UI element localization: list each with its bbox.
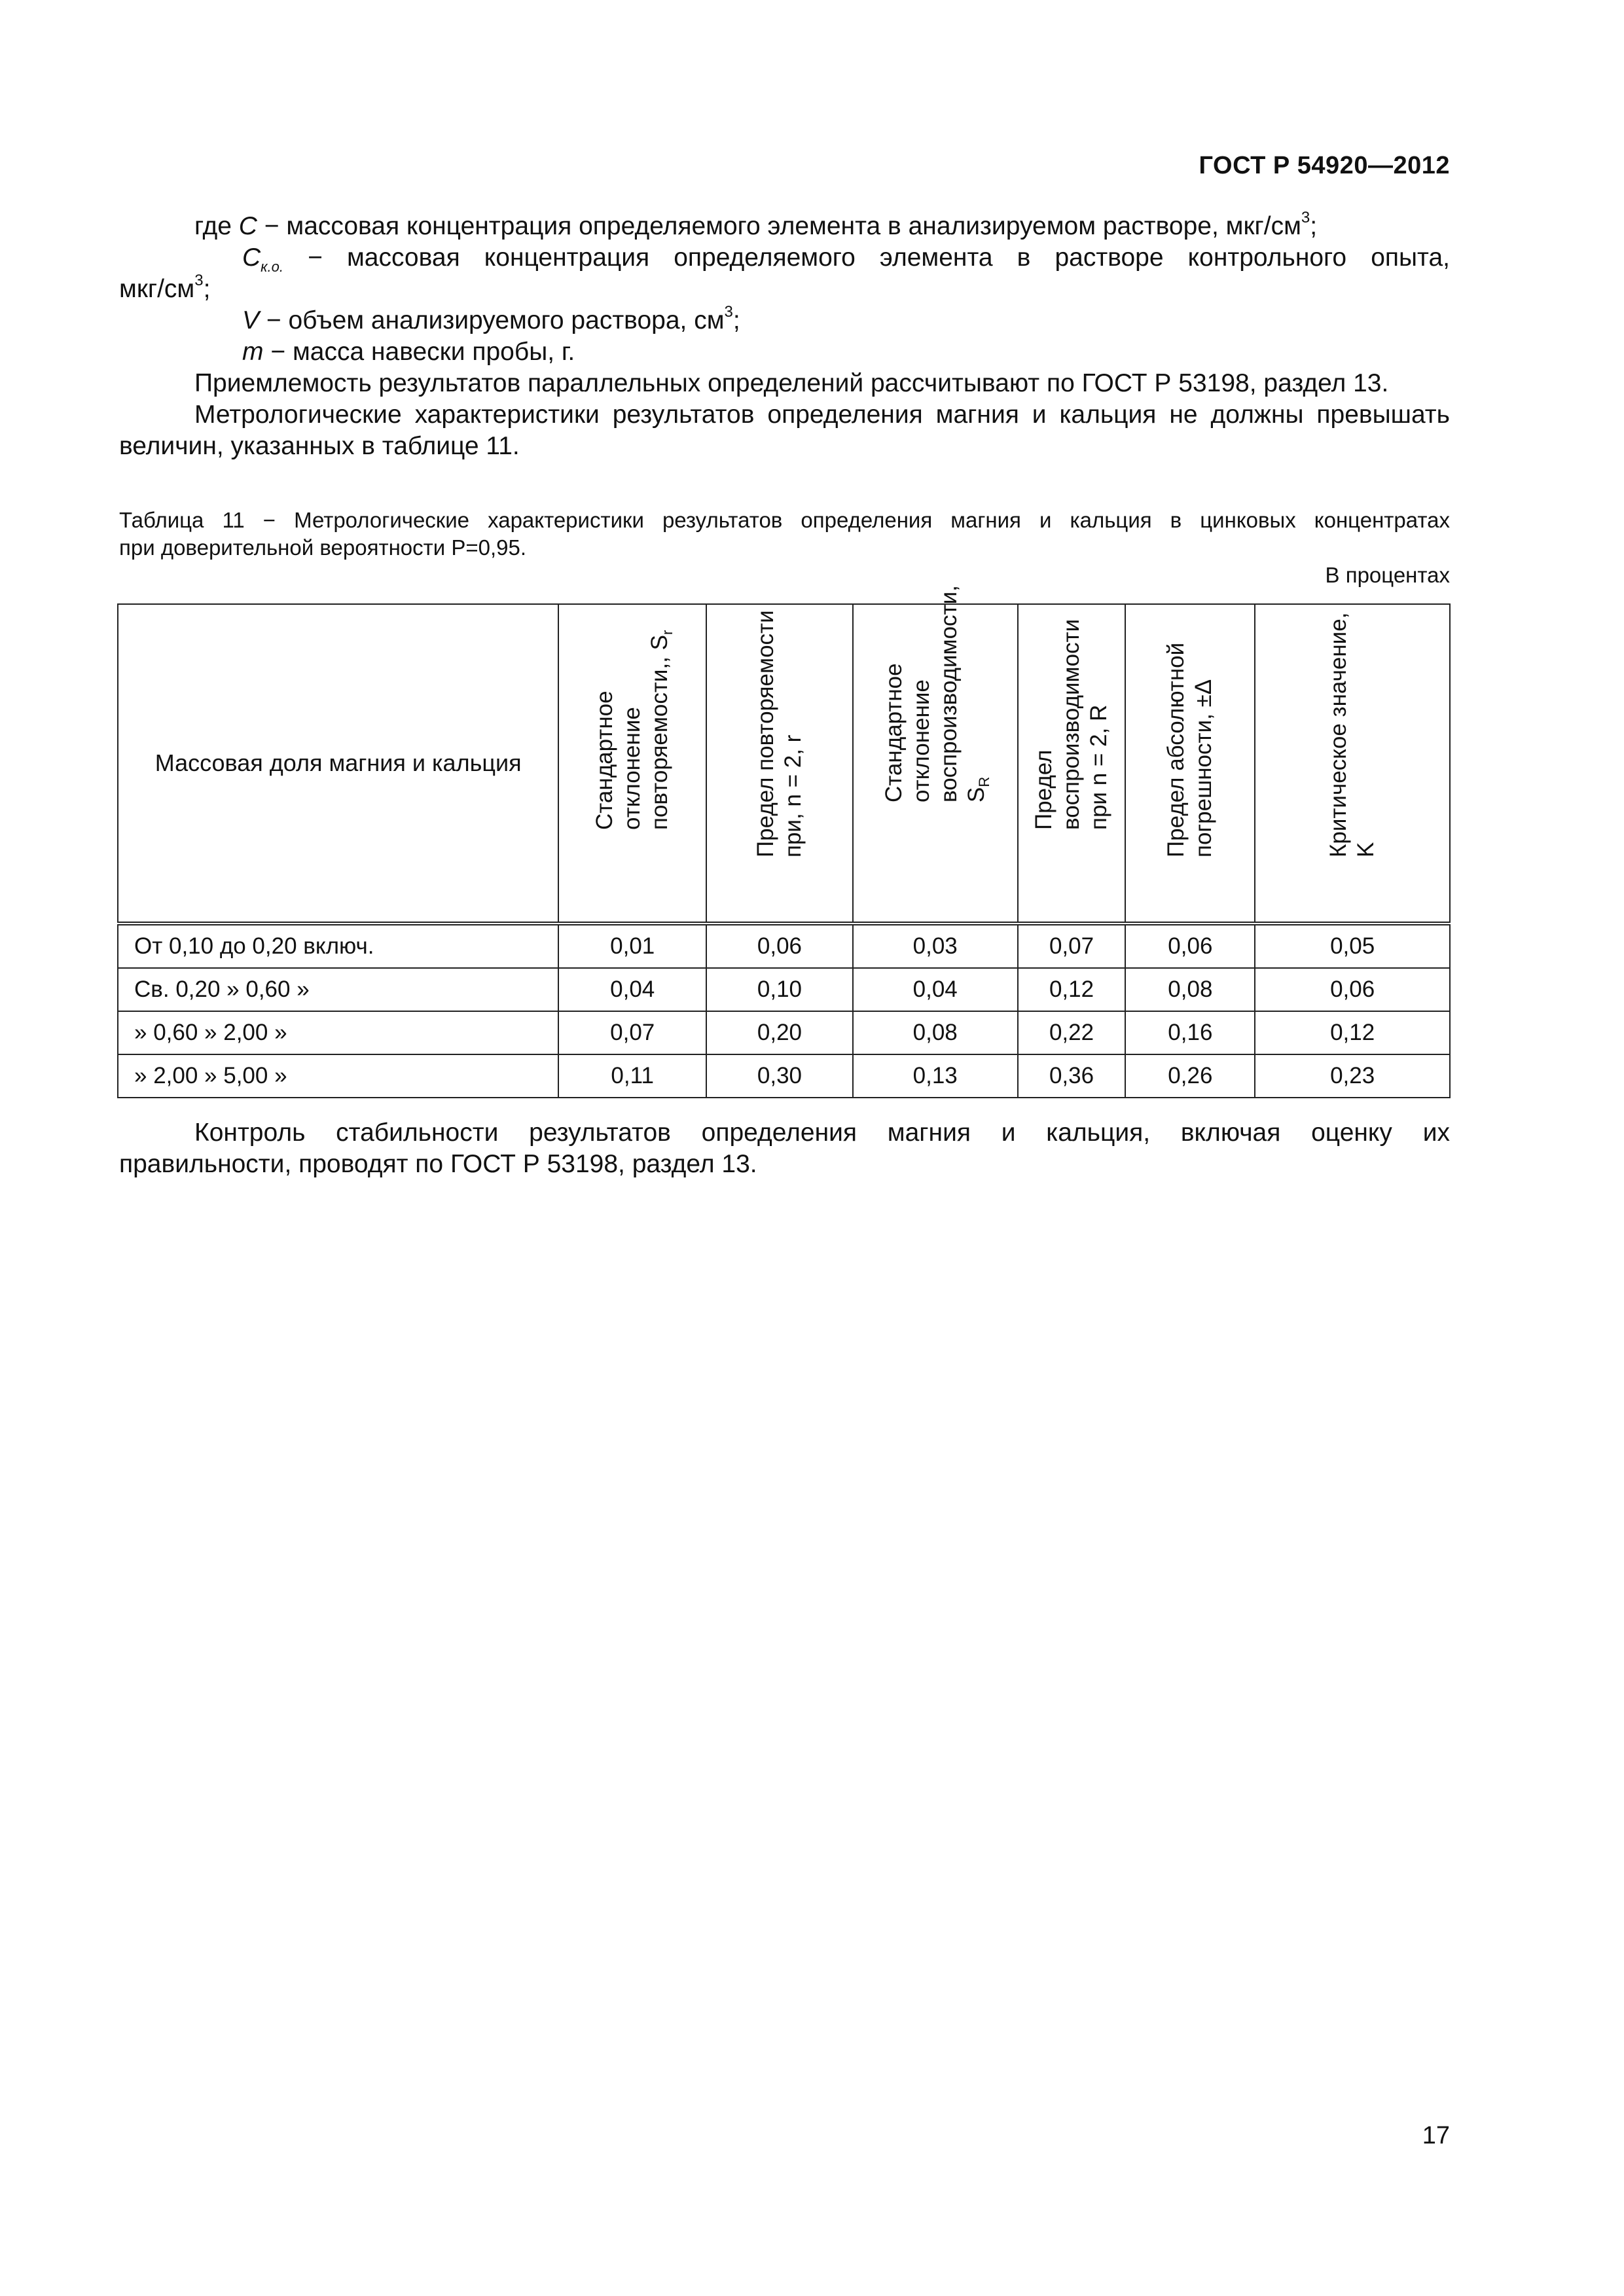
header-line: воспроизводимости xyxy=(1058,619,1085,830)
definition-cko-text: − массовая концентрация определяемого элемента в растворе контрольного опыта, xyxy=(283,243,1450,272)
table-cell: 0,10 xyxy=(706,968,853,1011)
unit-text: мкг/см xyxy=(119,275,195,303)
table-cell: 0,07 xyxy=(558,1011,706,1054)
header-subscript: R xyxy=(975,776,992,787)
table-cell: 0,12 xyxy=(1255,1011,1450,1054)
closing-line1: Контроль стабильности результатов определения магния и кальция, включая оценку их xyxy=(194,1119,1450,1147)
header-reproducibility-sd xyxy=(853,585,1018,924)
header-line: Предел xyxy=(1031,749,1057,830)
table-row xyxy=(118,1054,1450,1098)
definition-m xyxy=(119,336,1450,368)
definition-suffix: ; xyxy=(203,275,211,303)
table-cell: 0,06 xyxy=(706,924,853,968)
standard-code-header: ГОСТ Р 54920—2012 xyxy=(1199,152,1450,179)
paragraph-metrology-line1: Метрологические характеристики результатов определения магния и кальция не должны превышать xyxy=(194,401,1450,429)
definition-cko-continuation xyxy=(119,274,1450,305)
superscript: 3 xyxy=(1301,209,1310,226)
table-cell: 0,20 xyxy=(706,1011,853,1054)
table-cell: 0,04 xyxy=(853,968,1018,1011)
header-line xyxy=(963,585,990,802)
table-cell: 0,26 xyxy=(1125,1054,1255,1098)
definition-c xyxy=(119,211,1450,242)
definition-c-text: − массовая концентрация определяемого элемента в анализируемом растворе, мкг/см xyxy=(257,212,1301,240)
header-repeatability-sd xyxy=(558,604,706,924)
table-header-row xyxy=(118,604,1450,924)
units-note: В процентах xyxy=(1325,563,1450,587)
row-label: Св. 0,20 » 0,60 » xyxy=(118,968,558,1011)
header-line: K xyxy=(1353,842,1379,857)
table-cell: 0,11 xyxy=(558,1054,706,1098)
header-critical-value xyxy=(1255,604,1450,924)
header-line: Предел повторяемости xyxy=(752,610,778,857)
definition-cko xyxy=(119,242,1450,274)
table-row xyxy=(118,968,1450,1011)
definition-suffix: ; xyxy=(1310,212,1318,240)
header-line: Стандартное xyxy=(592,691,618,830)
table-cell: 0,05 xyxy=(1255,924,1450,968)
table-cell: 0,08 xyxy=(1125,968,1255,1011)
table-cell: 0,04 xyxy=(558,968,706,1011)
table-cell: 0,08 xyxy=(853,1011,1018,1054)
table-row xyxy=(118,924,1450,968)
table-caption xyxy=(119,507,1450,562)
header-vertical-text xyxy=(1163,643,1218,857)
header-line: Предел абсолютной xyxy=(1163,642,1189,857)
header-reproducibility-limit xyxy=(1018,604,1126,924)
closing-paragraph xyxy=(119,1117,1450,1180)
table-cell: 0,01 xyxy=(558,924,706,968)
header-mass-fraction: Массовая доля магния и кальция xyxy=(118,604,558,924)
table-cell: 0,36 xyxy=(1018,1054,1126,1098)
definition-m-text: − масса навески пробы, г. xyxy=(263,338,575,366)
superscript: 3 xyxy=(724,303,733,321)
header-vertical-text xyxy=(591,630,674,830)
symbol-cko: C xyxy=(242,243,261,272)
table-cell: 0,13 xyxy=(853,1054,1018,1098)
table-caption-line1: Таблица 11 − Метрологические характеристики результатов определения магния и кальция в цинковых концентратах xyxy=(119,508,1450,532)
symbol-m: m xyxy=(242,338,264,366)
table-cell: 0,22 xyxy=(1018,1011,1126,1054)
header-vertical-text xyxy=(880,585,990,802)
definition-v-text: − объем анализируемого раствора, см xyxy=(259,306,725,334)
table-cell: 0,30 xyxy=(706,1054,853,1098)
header-line: при, n = 2, r xyxy=(780,734,806,857)
page-number: 17 xyxy=(1422,2122,1450,2149)
paragraph-acceptability: Приемлемость результатов параллельных определений рассчитывают по ГОСТ Р 53198, раздел 13. xyxy=(194,369,1389,397)
symbol-c: C xyxy=(238,212,257,240)
header-line: при n = 2, R xyxy=(1086,704,1112,830)
superscript: 3 xyxy=(194,272,204,289)
header-line: Стандартное xyxy=(880,663,907,802)
subscript-ko: к.о. xyxy=(261,258,284,274)
table-caption-line2: при доверительной вероятности P=0,95. xyxy=(119,535,527,560)
header-line: погрешности, ±Δ xyxy=(1191,679,1217,857)
table-cell: 0,07 xyxy=(1018,924,1126,968)
definition-suffix: ; xyxy=(732,306,740,334)
metrology-table xyxy=(117,585,1451,1098)
row-label: » 0,60 » 2,00 » xyxy=(118,1011,558,1054)
table-cell: 0,16 xyxy=(1125,1011,1255,1054)
header-line-text: повторяемости,, S xyxy=(647,635,673,830)
header-line: воспроизводимости, xyxy=(935,585,962,802)
header-vertical-text xyxy=(752,610,807,857)
header-line: отклонение xyxy=(619,707,645,830)
table-cell: 0,03 xyxy=(853,924,1018,968)
table-cell: 0,12 xyxy=(1018,968,1126,1011)
header-line: отклонение xyxy=(908,679,934,802)
closing-line2: правильности, проводят по ГОСТ Р 53198, раздел 13. xyxy=(119,1150,757,1178)
row-label: От 0,10 до 0,20 включ. xyxy=(118,924,558,968)
definition-v xyxy=(119,305,1450,336)
header-subscript: r xyxy=(659,630,676,636)
header-line: Критическое значение, xyxy=(1326,612,1352,857)
definition-prefix: где xyxy=(194,212,239,240)
table-cell: 0,06 xyxy=(1125,924,1255,968)
table-cell: 0,23 xyxy=(1255,1054,1450,1098)
table-cell: 0,06 xyxy=(1255,968,1450,1011)
header-repeatability-limit xyxy=(706,604,853,924)
paragraph-metrology-line2: величин, указанных в таблице 11. xyxy=(119,432,520,460)
header-line xyxy=(646,630,674,830)
header-vertical-text xyxy=(1325,613,1380,857)
symbol-v: V xyxy=(242,306,260,334)
definitions-block xyxy=(119,211,1450,462)
header-line-text: S xyxy=(963,787,989,802)
row-label: » 2,00 » 5,00 » xyxy=(118,1054,558,1098)
header-absolute-error-limit xyxy=(1125,604,1255,924)
header-vertical-text xyxy=(1030,619,1113,830)
table-row xyxy=(118,1011,1450,1054)
